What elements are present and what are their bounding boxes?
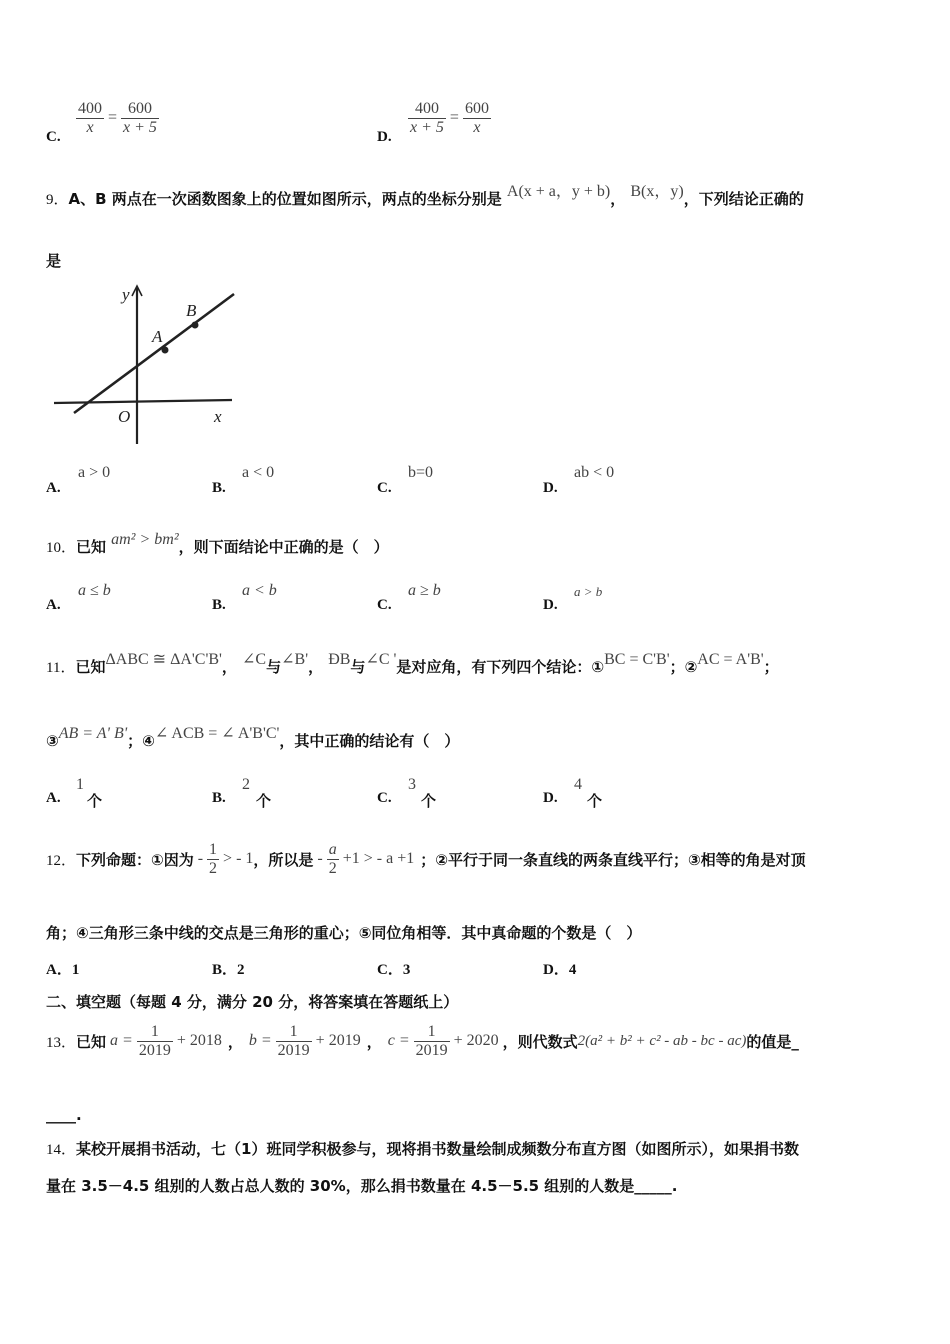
q11-option-d-label: D. xyxy=(543,790,558,806)
q11-option-b-label: B. xyxy=(212,790,226,806)
question-text: 已知 xyxy=(76,538,107,556)
q11-option-a-label: A. xyxy=(46,790,61,806)
question-11-line-2 xyxy=(46,725,460,751)
question-number: 11． xyxy=(46,660,76,676)
question-13 xyxy=(46,1016,799,1066)
answer-blank: ____. xyxy=(46,1106,82,1124)
separator: ， xyxy=(366,1032,382,1051)
q9-option-c-label: C. xyxy=(377,480,392,496)
q9-option-a-math: a > 0 xyxy=(78,464,111,481)
angle-b-prime: ∠B' xyxy=(281,651,309,668)
circled-3: ③ xyxy=(46,732,59,750)
origin-label: O xyxy=(118,407,131,426)
q11-option-d-num: 4 xyxy=(574,776,582,793)
question-number: 9． xyxy=(46,192,69,208)
question-11 xyxy=(46,651,779,677)
connector: 与 xyxy=(350,658,366,676)
circled-4: ；④ xyxy=(127,732,155,750)
question-12-line-2: 角；④三角形三条中线的交点是三角形的重心；⑤同位角相等．其中真命题的个数是（ ） xyxy=(46,924,642,942)
congruence-math: ΔABC ≅ ΔA'C'B' xyxy=(105,651,222,668)
separator: ， xyxy=(221,658,237,676)
def-c: c = $\frac{1}{2019}$ + 2020 xyxy=(387,1022,499,1059)
y-label: y xyxy=(122,285,130,304)
def-a: a = $\frac{1}{2019}$ + 2018 xyxy=(110,1022,222,1059)
angle-b: ÐB xyxy=(328,651,351,668)
q12-option-a: A．1 xyxy=(46,962,80,978)
option-c-math: $\frac{400}{x}$ = $\frac{600}{x + 5}$ xyxy=(78,100,157,136)
function-line xyxy=(74,294,234,413)
q10-option-a-math: a ≤ b xyxy=(78,582,111,599)
b-label: B xyxy=(186,301,197,320)
question-text-3: ；② xyxy=(669,658,698,676)
question-12 xyxy=(46,834,806,884)
separator: ， xyxy=(610,190,626,208)
q9-option-c-math: b=0 xyxy=(408,464,434,481)
conclusion-4: ∠ ACB = ∠ A'B'C' xyxy=(154,725,280,742)
question-text-2: ，下列结论正确的 xyxy=(683,190,804,208)
q12-option-d: D．4 xyxy=(543,962,577,978)
point-a xyxy=(162,347,169,354)
q10-option-a-label: A. xyxy=(46,597,61,613)
separator: ， xyxy=(227,1032,243,1051)
separator: ； xyxy=(763,658,779,676)
question-number: 12． xyxy=(46,852,77,869)
q11-option-a-unit: 个 xyxy=(87,792,103,810)
section-heading: 二、填空题（每题 4 分，满分 20 分，将答案填在答题纸上） xyxy=(46,993,459,1011)
question-text-2: ，所以是 xyxy=(253,850,314,869)
question-text-2: ，则代数式 xyxy=(502,1032,578,1051)
question-text: 某校开展捐书活动，七（1）班同学积极参与，现将捐书数量绘制成频数分布直方图（如图所示），如果捐书数 xyxy=(76,1140,799,1158)
linear-function-graph xyxy=(50,282,240,450)
question-text-3: ；②平行于同一条直线的两条直线平行；③相等的角是对顶 xyxy=(420,850,806,869)
conclusion-math: - $\frac{a}{2}$ +1 > - a +1 xyxy=(317,840,415,877)
angle-c: ∠C xyxy=(242,651,267,668)
q10-option-d-math: a > b xyxy=(574,584,603,599)
coord-b: B(x，y) xyxy=(630,183,684,200)
conclusion-2: AC = A'B' xyxy=(697,651,764,668)
conclusion-3: AB = A' B' xyxy=(58,725,128,742)
q9-option-b-math: a < 0 xyxy=(242,464,275,481)
q11-option-c-num: 3 xyxy=(408,776,416,793)
angle-c-prime: ∠C ' xyxy=(365,651,397,668)
q9-option-b-label: B. xyxy=(212,480,226,496)
q11-option-b-unit: 个 xyxy=(256,792,272,810)
q11-option-a-num: 1 xyxy=(76,776,84,793)
x-label: x xyxy=(214,407,222,426)
question-number: 10． xyxy=(46,540,77,556)
option-c-label: C. xyxy=(46,129,61,145)
a-label: A xyxy=(152,327,163,346)
question-text-3: 是 xyxy=(46,252,62,270)
coord-a: A(x + a，y + b) xyxy=(506,183,611,200)
q9-option-d-label: D. xyxy=(543,480,558,496)
q10-condition: am² > bm² xyxy=(111,531,179,548)
separator: ， xyxy=(308,658,324,676)
q11-option-c-unit: 个 xyxy=(421,792,437,810)
q10-option-b-math: a < b xyxy=(242,582,277,599)
q9-option-a-label: A. xyxy=(46,480,61,496)
q10-option-b-label: B. xyxy=(212,597,226,613)
conclusion-1: BC = C'B' xyxy=(604,651,670,668)
x-axis xyxy=(54,400,232,403)
question-text-2: ，则下面结论中正确的是（ ） xyxy=(178,538,389,556)
question-text: 已知 xyxy=(76,1032,107,1051)
question-14 xyxy=(46,1138,799,1159)
question-text: A、B 两点在一次函数图象上的位置如图所示，两点的坐标分别是 xyxy=(68,190,502,208)
q12-option-b: B．2 xyxy=(212,962,245,978)
question-text-4: ，其中正确的结论有（ ） xyxy=(279,732,460,750)
premise-math: - $\frac{1}{2}$ > - 1 xyxy=(197,840,254,877)
question-10 xyxy=(46,531,389,557)
connector: 与 xyxy=(266,658,282,676)
option-d-math: $\frac{400}{x + 5}$ = $\frac{600}{x}$ xyxy=(410,100,489,136)
q11-option-c-label: C. xyxy=(377,790,392,806)
q12-option-c: C．3 xyxy=(377,962,411,978)
def-b: b = $\frac{1}{2019}$ + 2019 xyxy=(248,1022,361,1059)
q10-option-d-label: D. xyxy=(543,597,558,613)
question-text-3: 的值是_ xyxy=(746,1032,799,1051)
q9-option-d-math: ab < 0 xyxy=(574,464,615,481)
question-text: 下列命题：①因为 xyxy=(76,850,194,869)
question-9 xyxy=(46,183,804,209)
question-text-2: 是对应角，有下列四个结论：① xyxy=(396,658,605,676)
point-b xyxy=(192,322,199,329)
q11-option-b-num: 2 xyxy=(242,776,250,793)
q10-option-c-math: a ≥ b xyxy=(408,582,441,599)
question-14-line-2: 量在 3.5－4.5 组别的人数占总人数的 30%，那么捐书数量在 4.5－5.5 组别的人数是_____. xyxy=(46,1177,678,1195)
option-d-label: D. xyxy=(377,129,392,145)
question-number: 13． xyxy=(46,1034,77,1051)
algebraic-expression: 2(a² + b² + c² - ab - bc - ac) xyxy=(577,1032,747,1049)
question-number: 14． xyxy=(46,1142,77,1158)
question-text: 已知 xyxy=(75,658,106,676)
q11-option-d-unit: 个 xyxy=(587,792,603,810)
q10-option-c-label: C. xyxy=(377,597,392,613)
